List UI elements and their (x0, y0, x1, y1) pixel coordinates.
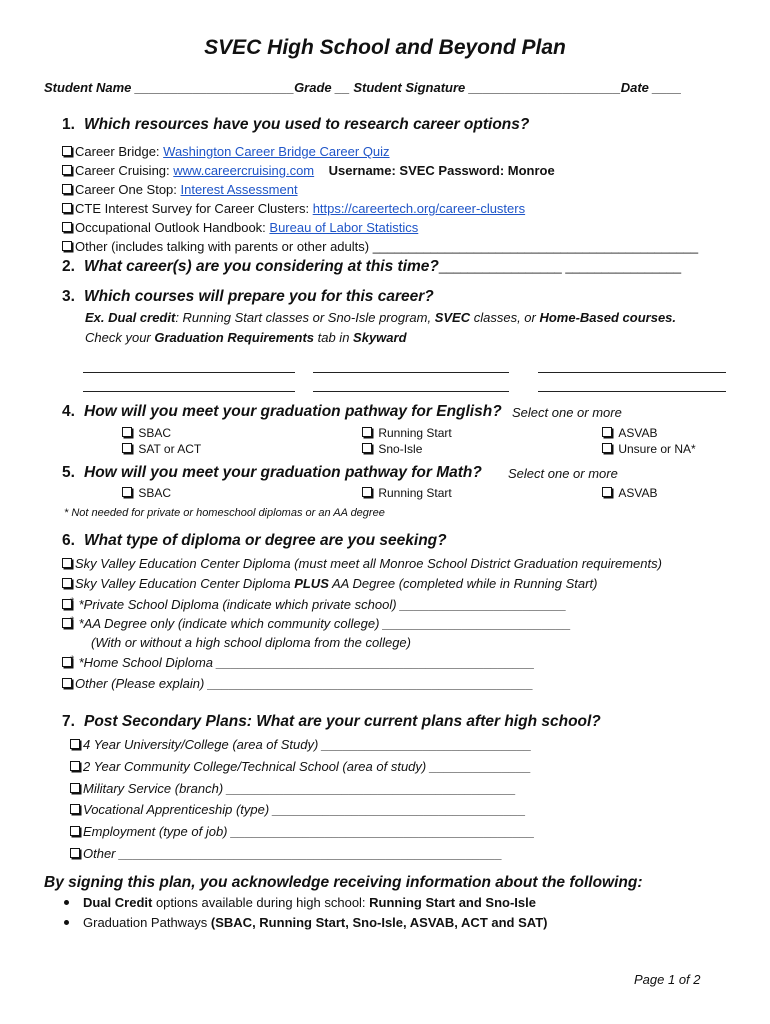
option-label: Vocational Apprenticeship (type) ___________________________________ (83, 802, 526, 817)
checkbox-icon[interactable] (70, 783, 80, 793)
checkbox-icon[interactable] (62, 558, 72, 568)
question-5-text: How will you meet your graduation pathway for Math? (84, 464, 482, 481)
question-6-text: What type of diploma or degree are you seeking? (84, 532, 447, 549)
bullet-bold: Running Start and Sno-Isle (369, 895, 536, 910)
option-label: Employment (type of job) __________________________________________ (83, 824, 535, 839)
question-5-number: 5. (62, 464, 75, 481)
footnote: * Not needed for private or homeschool diplomas or an AA degree (64, 507, 385, 519)
question-6-number: 6. (62, 532, 75, 549)
question-4 (62, 403, 502, 421)
option-label: Other (includes talking with parents or other adults) (75, 239, 373, 254)
course-line-3[interactable] (538, 372, 726, 373)
login-credentials: Username: SVEC Password: Monroe (328, 163, 555, 178)
checkbox-icon[interactable] (362, 427, 372, 437)
ex-text: : Running Start classes or Sno-Isle program, (175, 310, 435, 325)
option-label: SBAC (138, 426, 172, 440)
q4-option-sat-act[interactable] (122, 442, 201, 456)
ex-dual-credit: Ex. Dual credit (85, 310, 176, 325)
bullet-text: options available during high school: (152, 895, 370, 910)
q6-option-home-school[interactable] (62, 655, 535, 670)
q4-option-sno-isle[interactable] (362, 442, 422, 456)
q6-option-svec-diploma[interactable] (62, 556, 662, 571)
option-label: SBAC (138, 486, 172, 500)
checkbox-icon[interactable] (602, 487, 612, 497)
course-line-1[interactable] (83, 372, 295, 373)
bullet-text: Graduation Pathways (83, 915, 211, 930)
check-text: Check your (85, 330, 155, 345)
course-line-6[interactable] (538, 391, 726, 392)
other-blank[interactable]: _____________________________________________ (372, 239, 699, 254)
q4-option-sbac[interactable] (122, 426, 171, 440)
option-label: Unsure or NA* (618, 442, 696, 456)
checkbox-icon[interactable] (62, 599, 72, 609)
option-label: Other (Please explain) _____________________________________________ (75, 676, 534, 691)
grad-requirements: Graduation Requirements (154, 330, 315, 345)
checkbox-icon[interactable] (70, 804, 80, 814)
course-line-2[interactable] (313, 372, 509, 373)
q1-option-cte-survey[interactable] (62, 201, 525, 216)
option-label: Running Start (378, 486, 452, 500)
question-2-text: What career(s) are you considering at this time? (84, 258, 439, 275)
option-label: Occupational Outlook Handbook: (75, 220, 270, 235)
question-4-number: 4. (62, 403, 75, 420)
plus-label: PLUS (294, 576, 329, 591)
q5-option-running-start[interactable] (362, 486, 452, 500)
ack-bullet-dual-credit (64, 895, 536, 910)
page-title: SVEC High School and Beyond Plan (204, 36, 566, 59)
question-7-number: 7. (62, 713, 75, 730)
checkbox-icon[interactable] (602, 427, 612, 437)
option-label: Career One Stop: (75, 182, 181, 197)
checkbox-icon[interactable] (62, 578, 72, 588)
q3-check-note (85, 330, 407, 345)
bullet-bold: (SBAC, Running Start, Sno-Isle, ASVAB, ACT and SAT) (210, 915, 548, 930)
option-label: Running Start (378, 426, 452, 440)
student-info-line[interactable]: Student Name ______________________Grade __ Student Signature _____________________Date ____ (44, 80, 682, 95)
q1-option-career-one-stop[interactable] (62, 182, 298, 197)
q1-option-occupational-outlook[interactable] (62, 220, 418, 235)
option-label: SAT or ACT (138, 442, 202, 456)
option-label: *AA Degree only (indicate which community college) __________________________ (78, 616, 572, 631)
ex-svec: SVEC (434, 310, 471, 325)
q6-option-other[interactable] (62, 676, 533, 691)
question-7-text: Post Secondary Plans: What are your current plans after high school? (84, 713, 601, 730)
option-label: ASVAB (618, 486, 658, 500)
q7-option-other[interactable] (70, 846, 502, 861)
dual-credit-label: Dual Credit (83, 895, 153, 910)
option-label: *Private School Diploma (indicate which private school) _______________________ (78, 597, 567, 612)
option-label: Military Service (branch) ________________________________________ (83, 781, 516, 796)
checkbox-icon[interactable] (62, 165, 72, 175)
option-label: 2 Year Community College/Technical School (area of study) ______________ (83, 759, 532, 774)
q7-option-military[interactable] (70, 781, 516, 796)
acknowledgement-heading: By signing this plan, you acknowledge receiving information about the following: (44, 874, 643, 891)
q6-option-svec-plus-aa[interactable] (62, 576, 597, 591)
q6-option-aa-degree[interactable] (62, 616, 571, 631)
course-line-4[interactable] (83, 391, 295, 392)
q1-option-career-bridge[interactable] (62, 144, 390, 159)
ex-home-based: Home-Based courses. (539, 310, 677, 325)
q3-example (85, 310, 676, 325)
checkbox-icon[interactable] (62, 146, 72, 156)
question-3-text: Which courses will prepare you for this career? (84, 288, 434, 305)
page-number: Page 1 of 2 (634, 972, 701, 987)
checkbox-icon[interactable] (70, 848, 80, 858)
question-5 (62, 464, 482, 482)
question-3-number: 3. (62, 288, 75, 305)
checkbox-icon[interactable] (122, 443, 132, 453)
career-cruising-link[interactable]: www.careercruising.com (173, 163, 315, 178)
interest-assessment-link[interactable]: Interest Assessment (180, 182, 298, 197)
ack-bullet-pathways (64, 915, 547, 930)
question-4-text: How will you meet your graduation pathway for English? (84, 403, 502, 420)
checkbox-icon[interactable] (362, 487, 372, 497)
checkbox-icon[interactable] (62, 678, 72, 688)
ex-text: classes, or (470, 310, 540, 325)
checkbox-icon[interactable] (62, 222, 72, 232)
checkbox-icon[interactable] (62, 184, 72, 194)
checkbox-icon[interactable] (70, 739, 80, 749)
q5-option-asvab[interactable] (602, 486, 657, 500)
career-bridge-link[interactable]: Washington Career Bridge Career Quiz (163, 144, 390, 159)
q4-option-running-start[interactable] (362, 426, 452, 440)
q1-option-other[interactable] (62, 239, 698, 254)
q4-option-asvab[interactable] (602, 426, 657, 440)
q7-option-university[interactable] (70, 737, 532, 752)
question-1-number: 1. (62, 116, 75, 133)
checkbox-icon[interactable] (62, 203, 72, 213)
question-7 (62, 713, 601, 731)
option-label: Other _____________________________________________________ (83, 846, 503, 861)
option-label: Sky Valley Education Center Diploma (75, 576, 295, 591)
checkbox-icon[interactable] (62, 241, 72, 251)
career-clusters-link[interactable]: https://careertech.org/career-clusters (312, 201, 526, 216)
q4-hint: Select one or more (512, 405, 622, 420)
checkbox-icon[interactable] (602, 443, 612, 453)
checkbox-icon[interactable] (70, 826, 80, 836)
course-line-5[interactable] (313, 391, 509, 392)
question-2 (62, 258, 681, 276)
q7-option-community-college[interactable] (70, 759, 531, 774)
option-label: *Home School Diploma ____________________________________________ (78, 655, 535, 670)
checkbox-icon[interactable] (62, 618, 72, 628)
checkbox-icon[interactable] (122, 427, 132, 437)
skyward: Skyward (353, 330, 407, 345)
question-2-number: 2. (62, 258, 75, 275)
option-label: Sno-Isle (378, 442, 423, 456)
checkbox-icon[interactable] (70, 761, 80, 771)
bls-link[interactable]: Bureau of Labor Statistics (269, 220, 419, 235)
option-label: CTE Interest Survey for Career Clusters: (75, 201, 313, 216)
bullet-icon (64, 900, 69, 905)
q6-option-private-school[interactable] (62, 597, 566, 612)
checkbox-icon[interactable] (122, 487, 132, 497)
option-label: Career Cruising: (75, 163, 174, 178)
career-answer-blank[interactable]: _________________ ________________ (438, 259, 682, 274)
q1-option-career-cruising[interactable] (62, 163, 555, 178)
option-label: Career Bridge: (75, 144, 164, 159)
option-label: 4 Year University/College (area of Study) _____________________________ (83, 737, 532, 752)
question-6 (62, 532, 447, 550)
q5-option-sbac[interactable] (122, 486, 171, 500)
q7-option-employment[interactable] (70, 824, 535, 839)
option-label: AA Degree (completed while in Running Start) (328, 576, 598, 591)
bullet-icon (64, 920, 69, 925)
question-3 (62, 288, 434, 306)
q7-option-apprenticeship[interactable] (70, 802, 526, 817)
option-label: ASVAB (618, 426, 658, 440)
q5-hint: Select one or more (508, 466, 618, 481)
check-text: tab in (314, 330, 354, 345)
q4-option-unsure[interactable] (602, 442, 696, 456)
question-1-text: Which resources have you used to research career options? (84, 116, 530, 133)
checkbox-icon[interactable] (362, 443, 372, 453)
question-1 (62, 116, 529, 134)
q6-aa-note: (With or without a high school diploma from the college) (91, 635, 411, 650)
option-label: Sky Valley Education Center Diploma (must meet all Monroe School District Graduation requirements) (75, 556, 662, 571)
checkbox-icon[interactable] (62, 657, 72, 667)
